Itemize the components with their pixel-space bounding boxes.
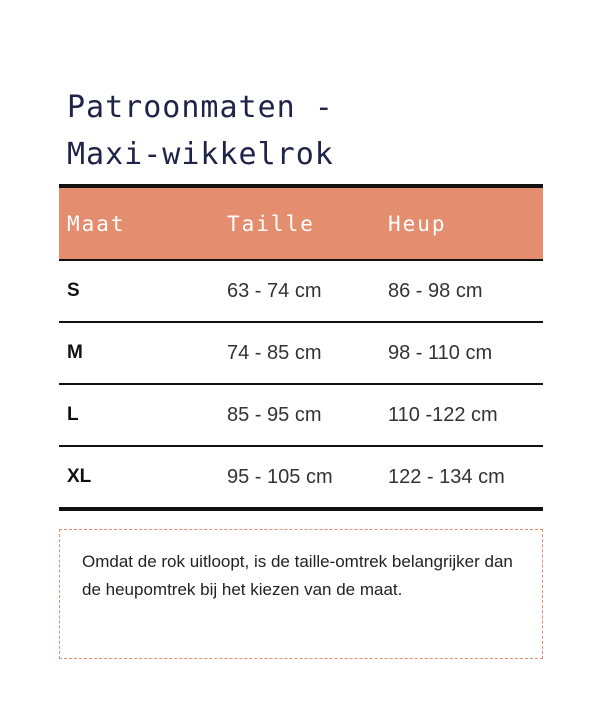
note-box — [59, 529, 543, 659]
hip-cell: 86 - 98 cm — [388, 279, 483, 302]
size-cell: M — [67, 342, 83, 363]
table-header — [59, 184, 543, 261]
table-row — [59, 447, 543, 511]
page-title — [67, 84, 547, 178]
table-row — [59, 261, 543, 323]
hip-cell: 98 - 110 cm — [388, 341, 493, 364]
size-table — [59, 184, 543, 511]
note-text: Omdat de rok uitloopt, is de taille-omtrek belangrijker dan de heupomtrek bij het kiezen van de maat. — [82, 552, 513, 599]
table-row — [59, 385, 543, 447]
header-size: Maat — [67, 211, 126, 236]
hip-cell: 122 - 134 cm — [388, 465, 505, 488]
waist-cell: 63 - 74 cm — [227, 279, 322, 302]
header-waist: Taille — [227, 211, 315, 236]
title-line-2: Maxi-wikkelrok — [67, 137, 334, 172]
table-row — [59, 323, 543, 385]
size-cell: XL — [67, 466, 92, 487]
header-hip: Heup — [388, 211, 447, 236]
waist-cell: 74 - 85 cm — [227, 341, 322, 364]
hip-cell: 110 -122 cm — [388, 403, 498, 426]
size-cell: L — [67, 404, 79, 425]
size-cell: S — [67, 280, 80, 301]
waist-cell: 95 - 105 cm — [227, 465, 333, 488]
waist-cell: 85 - 95 cm — [227, 403, 322, 426]
title-line-1: Patroonmaten - — [67, 90, 334, 125]
